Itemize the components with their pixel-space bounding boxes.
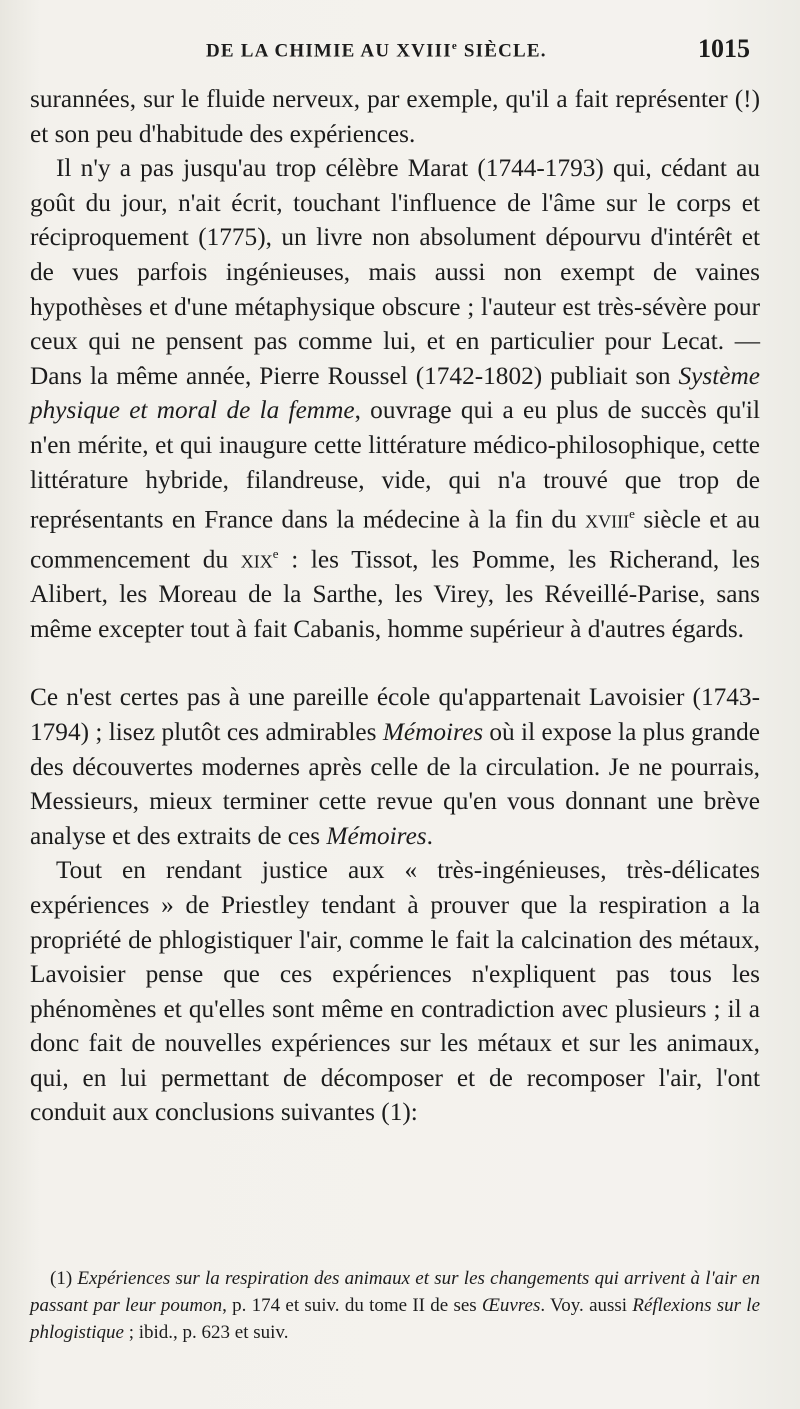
body-text xyxy=(30,82,760,1130)
paragraph-1: surannées, sur le fluide nerveux, par exemple, qu'il a fait représenter (!) et son peu d'habitude des expériences. xyxy=(30,85,760,148)
page-number: 1015 xyxy=(698,34,750,63)
running-head: DE LA CHIMIE AU XVIIIe SIÈCLE. xyxy=(206,40,547,62)
paragraph-3: Ce n'est certes pas à une pareille école qu'appartenait Lavoisier (1743-1794) ; lisez plutôt ces admirables Mémoires où il expose la plus grande des découvertes modernes après celle de la circulation. Je ne pourrais, Messieurs, mieux terminer cette revue qu'en vous donnant une brève analyse et des extraits de ces Mémoires. xyxy=(30,683,760,850)
page-header xyxy=(30,34,760,74)
paragraph-2: Il n'y a pas jusqu'au trop célèbre Marat (1744-1793) qui, cédant au goût du jour, n'ait écrit, touchant l'influence de l'âme sur le corps et réciproquement (1775), un livre non absolument dépourvu d'intérêt et de vues parfois ingénieuses, mais aussi non exempt de vaines hypothèses et d'une métaphysique obscure ; l'auteur est très-sévère pour ceux qui ne pensent pas comme lui, et en particulier pour Lecat. — Dans la même année, Pierre Roussel (1742-1802) publiait son Système physique et moral de la femme, ouvrage qui a eu plus de succès qu'il n'en mérite, et qui inaugure cette littérature médico-philosophique, cette littérature hybride, filandreuse, vide, qui n'a trouvé que trop de représentants en France dans la médecine à la fin du xviii$^e$ siècle et au commencement du xix$^e$ : les Tissot, les Pomme, les Richerand, les Alibert, les Moreau de la Sarthe, les Virey, les Réveillé-Parise, sans même excepter tout à fait Cabanis, homme supérieur à d'autres égards. xyxy=(30,154,760,643)
section-gap xyxy=(30,646,760,680)
footnote: (1) Expériences sur la respiration des animaux et sur les changements qui arrivent à l'air en passant par leur poumon, p. 174 et suiv. du tome II de ses Œuvres. Voy. aussi Réflexions sur le phlogistique ; ibid., p. 623 et suiv. xyxy=(30,1268,761,1343)
paragraph-4: Tout en rendant justice aux « très-ingénieuses, très-délicates expériences » de Priestley tendant à prouver que la respiration a la propriété de phlogistiquer l'air, comme le fait la calcination des métaux, Lavoisier pense que ces expériences n'expliquent pas tous les phénomènes et qu'elles sont même en contradiction avec plusieurs ; il a donc fait de nouvelles expériences sur les métaux et sur les animaux, qui, en lui permettant de décomposer et de recomposer l'air, l'ont conduit aux conclusions suivantes (1): xyxy=(30,856,760,1127)
footnote-marker: (1) xyxy=(50,1268,78,1289)
book-title: Système physique et moral de la femme xyxy=(30,361,760,425)
